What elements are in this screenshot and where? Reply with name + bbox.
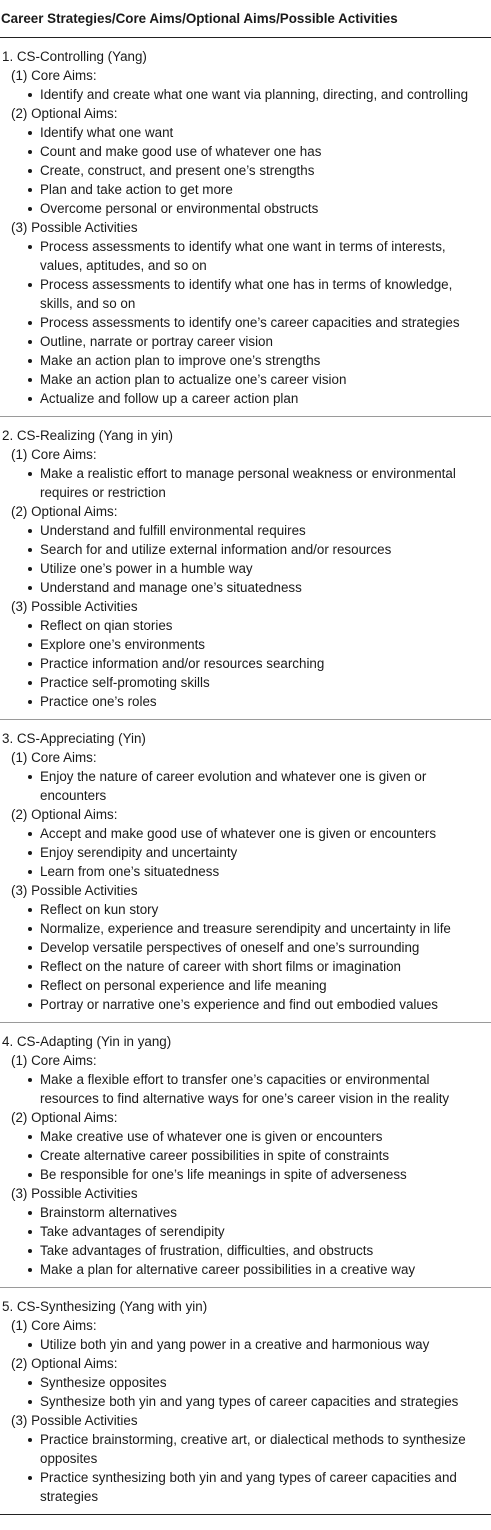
bullet-icon [28, 1230, 32, 1234]
list-item [0, 654, 491, 673]
list-item [0, 1222, 491, 1241]
list-item [0, 1165, 491, 1184]
bullet-icon [28, 321, 32, 325]
bullet-icon [28, 662, 32, 666]
list-item [0, 1335, 491, 1354]
table-body [0, 38, 491, 1515]
list-item-text: Reflect on qian stories [40, 618, 173, 633]
list-item-text: Develop versatile perspectives of oneself and one’s surrounding [40, 940, 420, 955]
list-item [0, 521, 491, 540]
aim-group-label: (3) Possible Activities [11, 883, 138, 898]
list-item [0, 995, 491, 1014]
strategy-title: 3. CS-Appreciating (Yin) [2, 731, 146, 746]
list-item-text: Explore one’s environments [40, 637, 205, 652]
list-item [0, 199, 491, 218]
aim-group-label: (1) Core Aims: [11, 447, 97, 462]
bullet-icon [28, 131, 32, 135]
list-item [0, 123, 491, 142]
aim-group-label: (3) Possible Activities [11, 1186, 138, 1201]
list-item-text: Process assessments to identify what one has in terms of knowledge, skills, and so on [40, 277, 453, 311]
list-item-text: Take advantages of serendipity [40, 1224, 225, 1239]
list-item-text: Learn from one’s situatedness [40, 864, 220, 879]
bullet-icon [28, 984, 32, 988]
list-item [0, 540, 491, 559]
bullet-icon [28, 529, 32, 533]
bullet-icon [28, 624, 32, 628]
list-item-text: Reflect on personal experience and life meaning [40, 978, 327, 993]
list-item [0, 351, 491, 370]
list-item-text: Normalize, experience and treasure serendipity and uncertainty in life [40, 921, 451, 936]
table-header: Career Strategies/Core Aims/Optional Aims/Possible Activities [0, 0, 491, 38]
list-item-text: Actualize and follow up a career action plan [40, 391, 299, 406]
list-item-text: Reflect on the nature of career with short films or imagination [40, 959, 401, 974]
bullet-icon [28, 1343, 32, 1347]
list-item [0, 370, 491, 389]
list-item-text: Outline, narrate or portray career vision [40, 334, 273, 349]
strategy-title: 1. CS-Controlling (Yang) [2, 49, 147, 64]
list-item-text: Make a flexible effort to transfer one’s capacities or environmental resources to find alternative ways for one’s career vision in the reality [40, 1072, 450, 1106]
aim-group-label: (2) Optional Aims: [11, 1356, 118, 1371]
list-item-text: Synthesize both yin and yang types of career capacities and strategies [40, 1394, 459, 1409]
strategy-section [0, 417, 491, 720]
strategy-section [0, 720, 491, 1023]
list-item-text: Enjoy serendipity and uncertainty [40, 845, 238, 860]
bullet-icon [28, 643, 32, 647]
bullet-icon [28, 567, 32, 571]
bullet-icon [28, 965, 32, 969]
bullet-icon [28, 851, 32, 855]
bullet-icon [28, 1135, 32, 1139]
bullet-icon [28, 548, 32, 552]
list-item [0, 862, 491, 881]
list-item-text: Search for and utilize external information and/or resources [40, 542, 392, 557]
bullet-icon [28, 1476, 32, 1480]
aim-group-label: (1) Core Aims: [11, 750, 97, 765]
list-item-text: Process assessments to identify one’s career capacities and strategies [40, 315, 460, 330]
aim-group-label: (2) Optional Aims: [11, 504, 118, 519]
bullet-icon [28, 359, 32, 363]
list-item-text: Understand and manage one’s situatedness [40, 580, 302, 595]
bullet-icon [28, 1078, 32, 1082]
list-item [0, 635, 491, 654]
list-item [0, 919, 491, 938]
list-item-text: Create, construct, and present one’s strengths [40, 163, 315, 178]
list-item [0, 1392, 491, 1411]
bullet-icon [28, 188, 32, 192]
list-item-text: Practice self-promoting skills [40, 675, 210, 690]
list-item [0, 767, 491, 805]
list-item [0, 332, 491, 351]
list-item-text: Understand and fulfill environmental requires [40, 523, 306, 538]
list-item [0, 1070, 491, 1108]
list-item-text: Process assessments to identify what one want in terms of interests, values, aptitudes, and so on [40, 239, 446, 273]
list-item [0, 464, 491, 502]
list-item-text: Accept and make good use of whatever one is given or encounters [40, 826, 437, 841]
bullet-icon [28, 1173, 32, 1177]
list-item-text: Create alternative career possibilities in spite of constraints [40, 1148, 390, 1163]
bullet-icon [28, 169, 32, 173]
bullet-icon [28, 775, 32, 779]
bullet-icon [28, 832, 32, 836]
list-item [0, 938, 491, 957]
list-item-text: Make creative use of whatever one is given or encounters [40, 1129, 383, 1144]
bullet-icon [28, 1249, 32, 1253]
bullet-icon [28, 1154, 32, 1158]
bullet-icon [28, 1400, 32, 1404]
list-item-text: Practice information and/or resources searching [40, 656, 325, 671]
list-item [0, 1127, 491, 1146]
list-item [0, 843, 491, 862]
list-item-text: Make a realistic effort to manage personal weakness or environmental requires or restriction [40, 466, 456, 500]
bullet-icon [28, 1211, 32, 1215]
list-item [0, 1468, 491, 1506]
list-item-text: Utilize both yin and yang power in a creative and harmonious way [40, 1337, 430, 1352]
list-item-text: Brainstorm alternatives [40, 1205, 177, 1220]
bullet-icon [28, 586, 32, 590]
strategy-title: 4. CS-Adapting (Yin in yang) [2, 1034, 172, 1049]
list-item [0, 559, 491, 578]
list-item-text: Portray or narrative one’s experience and find out embodied values [40, 997, 438, 1012]
list-item-text: Identify and create what one want via planning, directing, and controlling [40, 87, 469, 102]
list-item-text: Overcome personal or environmental obstructs [40, 201, 319, 216]
list-item-text: Practice synthesizing both yin and yang types of career capacities and strategies [40, 1470, 457, 1504]
list-item [0, 1241, 491, 1260]
aim-group-label: (2) Optional Aims: [11, 1110, 118, 1125]
list-item [0, 824, 491, 843]
list-item [0, 1373, 491, 1392]
bullet-icon [28, 1438, 32, 1442]
list-item [0, 1146, 491, 1165]
list-item [0, 578, 491, 597]
aim-group-label: (1) Core Aims: [11, 1053, 97, 1068]
list-item-text: Synthesize opposites [40, 1375, 167, 1390]
list-item [0, 1430, 491, 1468]
list-item [0, 237, 491, 275]
list-item-text: Make a plan for alternative career possibilities in a creative way [40, 1262, 416, 1277]
list-item-text: Reflect on kun story [40, 902, 159, 917]
list-item [0, 161, 491, 180]
bullet-icon [28, 870, 32, 874]
bullet-icon [28, 946, 32, 950]
list-item-text: Plan and take action to get more [40, 182, 233, 197]
bullet-icon [28, 93, 32, 97]
list-item-text: Take advantages of frustration, difficulties, and obstructs [40, 1243, 374, 1258]
list-item [0, 180, 491, 199]
list-item [0, 692, 491, 711]
list-item-text: Make an action plan to improve one’s strengths [40, 353, 321, 368]
aim-group-label: (1) Core Aims: [11, 68, 97, 83]
list-item-text: Practice brainstorming, creative art, or dialectical methods to synthesize opposites [40, 1432, 466, 1466]
bullet-icon [28, 245, 32, 249]
bullet-icon [28, 150, 32, 154]
bullet-icon [28, 1003, 32, 1007]
strategy-section [0, 38, 491, 417]
aim-group-label: (3) Possible Activities [11, 599, 138, 614]
list-item [0, 957, 491, 976]
list-item-text: Utilize one’s power in a humble way [40, 561, 253, 576]
list-item-text: Count and make good use of whatever one has [40, 144, 322, 159]
aim-group-label: (2) Optional Aims: [11, 807, 118, 822]
bullet-icon [28, 378, 32, 382]
strategy-title: 2. CS-Realizing (Yang in yin) [2, 428, 173, 443]
list-item [0, 85, 491, 104]
strategy-title: 5. CS-Synthesizing (Yang with yin) [2, 1299, 208, 1314]
aim-group-label: (2) Optional Aims: [11, 106, 118, 121]
bullet-icon [28, 207, 32, 211]
bullet-icon [28, 908, 32, 912]
aim-group-label: (1) Core Aims: [11, 1318, 97, 1333]
bullet-icon [28, 681, 32, 685]
list-item [0, 1203, 491, 1222]
bullet-icon [28, 700, 32, 704]
bullet-icon [28, 340, 32, 344]
bullet-icon [28, 283, 32, 287]
list-item [0, 389, 491, 408]
list-item-text: Make an action plan to actualize one’s career vision [40, 372, 347, 387]
bullet-icon [28, 1381, 32, 1385]
bullet-icon [28, 927, 32, 931]
list-item [0, 275, 491, 313]
list-item [0, 900, 491, 919]
list-item [0, 313, 491, 332]
strategy-section [0, 1023, 491, 1288]
list-item-text: Practice one’s roles [40, 694, 157, 709]
aim-group-label: (3) Possible Activities [11, 220, 138, 235]
list-item [0, 1260, 491, 1279]
list-item-text: Enjoy the nature of career evolution and whatever one is given or encounters [40, 769, 427, 803]
list-item [0, 616, 491, 635]
bullet-icon [28, 1268, 32, 1272]
strategy-section [0, 1288, 491, 1515]
list-item [0, 142, 491, 161]
list-item [0, 976, 491, 995]
bullet-icon [28, 472, 32, 476]
list-item-text: Identify what one want [40, 125, 174, 140]
bullet-icon [28, 397, 32, 401]
aim-group-label: (3) Possible Activities [11, 1413, 138, 1428]
list-item-text: Be responsible for one’s life meanings in spite of adverseness [40, 1167, 407, 1182]
list-item [0, 673, 491, 692]
